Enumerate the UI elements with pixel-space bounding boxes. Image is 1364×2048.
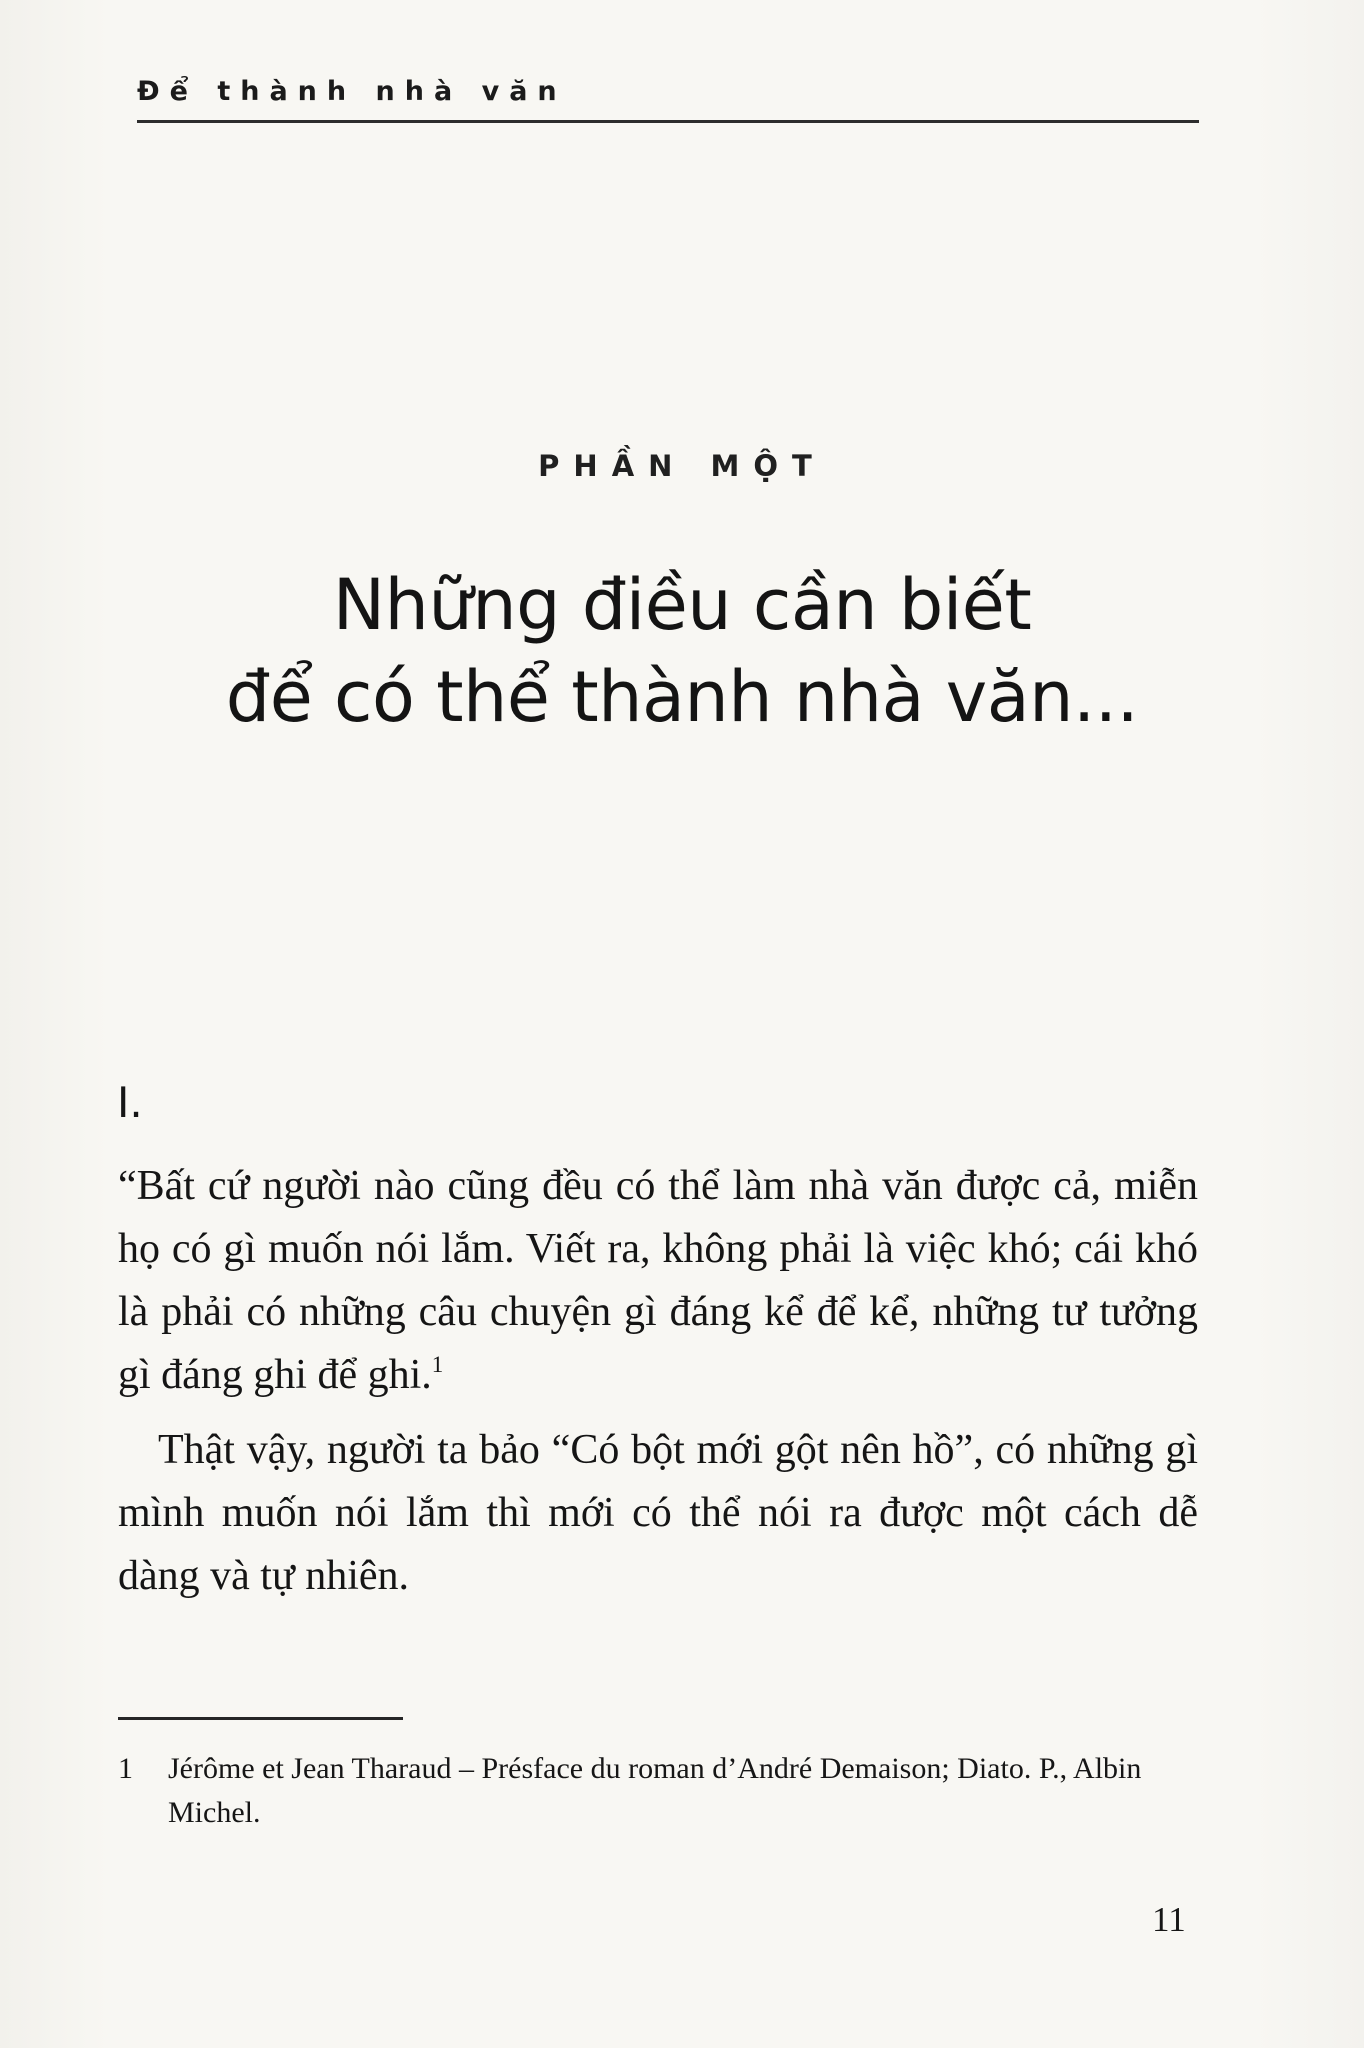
header-rule <box>137 120 1199 123</box>
body-paragraph-1-text: “Bất cứ người nào cũng đều có thể làm nhà văn được cả, miễn họ có gì muốn nói lắm. Viết ra, không phải là việc khó; cái khó là phải có những câu chuyện gì đáng kể để kể, những tư tưởng gì đáng ghi để ghi. <box>118 1163 1198 1398</box>
chapter-title-line-2: để có thể thành nhà văn... <box>225 656 1139 738</box>
footnote-rule <box>118 1717 403 1720</box>
body-paragraph-2: Thật vậy, người ta bảo “Có bột mới gột nên hồ”, có những gì mình muốn nói lắm thì mới có thể nói ra được một cách dễ dàng và tự nhiên. <box>118 1427 1198 1599</box>
section-number: I. <box>117 1078 143 1127</box>
footnote-mark: 1 <box>118 1752 133 1785</box>
chapter-title <box>140 559 1224 743</box>
body-paragraph-1 <box>118 1155 1198 1407</box>
chapter-title-line-1: Những điều cần biết <box>332 564 1032 646</box>
page-number: 11 <box>1152 1900 1186 1939</box>
part-label: PHẦN MỘT <box>538 449 826 483</box>
running-header: Để thành nhà văn <box>137 76 567 107</box>
footnote-text: Jérôme et Jean Tharaud – Présface du roman d’André Demaison; Diato. P., Albin Michel. <box>168 1752 1142 1829</box>
body-text <box>118 1155 1198 1620</box>
footnote-reference: 1 <box>431 1352 444 1377</box>
footnote <box>118 1747 1208 1835</box>
